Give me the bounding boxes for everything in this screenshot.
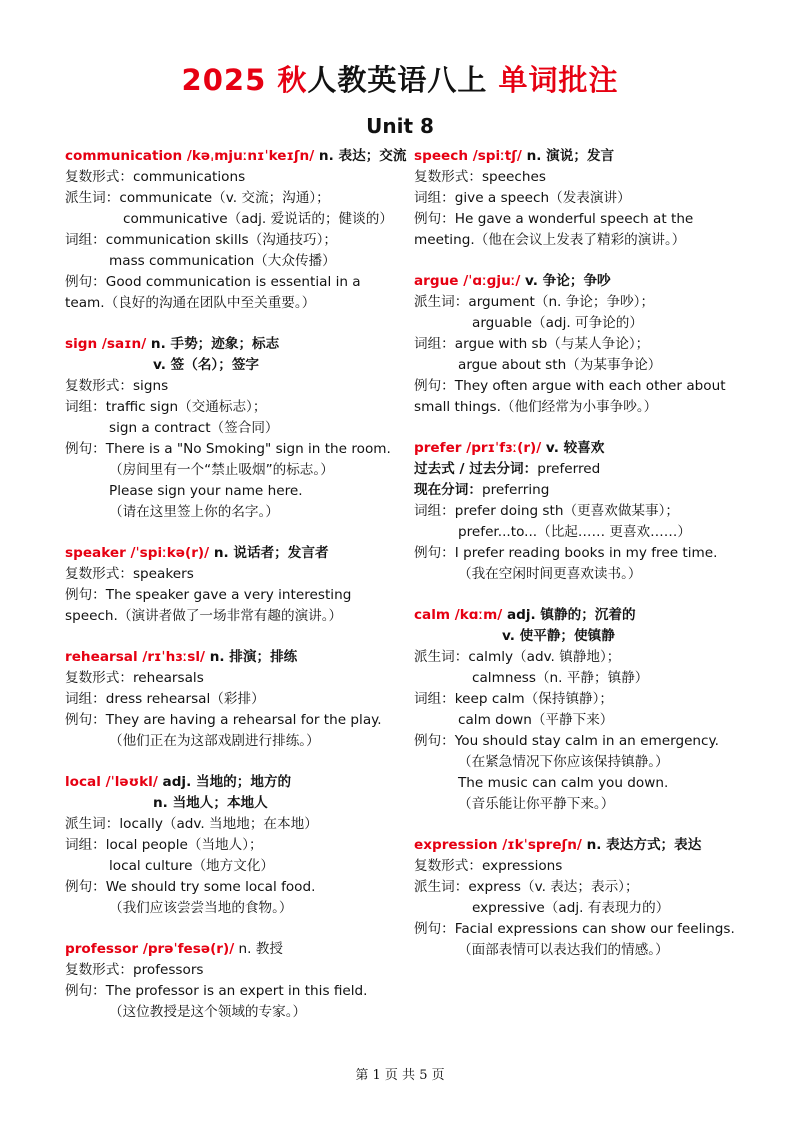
headword: expression /ɪkˈspreʃn/ bbox=[414, 837, 582, 853]
line-text: signs bbox=[132, 378, 169, 394]
entry-line bbox=[414, 230, 744, 251]
entry-line bbox=[65, 1002, 400, 1023]
headword: rehearsal /rɪˈhɜːsl/ bbox=[65, 649, 205, 665]
line-text: small things.（他们经常为小事争吵。） bbox=[414, 399, 658, 415]
entry-line bbox=[65, 251, 400, 272]
line-text: Facial expressions can show our feelings. bbox=[454, 921, 735, 937]
line-text: communicate（v. 交流；沟通）； bbox=[119, 190, 330, 206]
entry-line bbox=[414, 355, 744, 376]
line-text: calm down（平静下来） bbox=[458, 712, 614, 728]
entry-line bbox=[414, 313, 744, 334]
entry-headline bbox=[65, 647, 400, 668]
line-text: There is a "No Smoking" sign in the room. bbox=[105, 441, 391, 457]
vocab-entry-local bbox=[65, 772, 400, 919]
line-label: 派生词： bbox=[414, 649, 469, 665]
line-label: 派生词： bbox=[414, 294, 469, 310]
entry-line bbox=[65, 814, 400, 835]
entry-headline bbox=[414, 271, 744, 292]
line-text: They often argue with each other about bbox=[454, 378, 726, 394]
entry-line bbox=[414, 898, 744, 919]
line-label: 例句： bbox=[65, 983, 106, 999]
line-text: professors bbox=[132, 962, 204, 978]
line-text: We should try some local food. bbox=[105, 879, 316, 895]
entry-line bbox=[414, 501, 744, 522]
line-label: 复数形式： bbox=[65, 169, 133, 185]
part-of-speech: n. 表达；交流 bbox=[314, 148, 407, 164]
entry-line bbox=[414, 480, 744, 501]
entry-line bbox=[414, 334, 744, 355]
line-text: communicative（adj. 爱说话的；健谈的） bbox=[123, 211, 393, 227]
part-of-speech: n. 手势；迹象；标志 bbox=[146, 336, 280, 352]
line-text: （在紧急情况下你应该保持镇静。） bbox=[458, 754, 669, 770]
line-text: communication skills（沟通技巧）； bbox=[105, 232, 337, 248]
headword: sign /saɪn/ bbox=[65, 336, 147, 352]
line-label: 复数形式： bbox=[414, 858, 482, 874]
entry-line bbox=[65, 877, 400, 898]
entry-line bbox=[414, 188, 744, 209]
line-label: 例句： bbox=[414, 921, 455, 937]
line-text: keep calm（保持镇静）； bbox=[454, 691, 614, 707]
line-label: 例句： bbox=[414, 378, 455, 394]
line-text: speech.（演讲者做了一场非常有趣的演讲。） bbox=[65, 608, 343, 624]
entry-line bbox=[65, 376, 400, 397]
entry-line bbox=[65, 710, 400, 731]
entry-headline bbox=[65, 146, 407, 167]
line-text: Please sign your name here. bbox=[109, 483, 303, 499]
title-topic: 单词批注 bbox=[498, 63, 619, 97]
entry-line bbox=[414, 209, 744, 230]
entry-line bbox=[414, 877, 744, 898]
entry-line bbox=[65, 230, 400, 251]
entry-line bbox=[65, 460, 400, 481]
entry-line bbox=[414, 522, 744, 543]
line-label: 复数形式： bbox=[414, 169, 482, 185]
entry-line bbox=[65, 668, 400, 689]
entry-line bbox=[414, 167, 744, 188]
line-label: 词组： bbox=[65, 837, 106, 853]
entry-line bbox=[414, 752, 744, 773]
line-label: 词组： bbox=[414, 190, 455, 206]
line-text: They are having a rehearsal for the play. bbox=[105, 712, 382, 728]
line-label: 现在分词： bbox=[414, 482, 482, 498]
entry-line bbox=[65, 898, 400, 919]
line-text: The music can calm you down. bbox=[458, 775, 669, 791]
part-of-speech: v. 争论；争吵 bbox=[520, 273, 611, 289]
headword: prefer /prɪˈfɜː(r)/ bbox=[414, 440, 542, 456]
entry-line bbox=[65, 564, 400, 585]
entry-line bbox=[414, 626, 744, 647]
entry-headline bbox=[65, 772, 400, 793]
entry-headline bbox=[65, 543, 400, 564]
line-text: argue with sb（与某人争论）； bbox=[454, 336, 650, 352]
title-year: 2025 秋 bbox=[181, 63, 308, 97]
vocab-entry-speaker bbox=[65, 543, 400, 627]
part-of-speech: n. 演说；发言 bbox=[521, 148, 615, 164]
entry-line bbox=[414, 459, 744, 480]
headword: calm /kɑːm/ bbox=[414, 607, 503, 623]
line-text: n. 当地人；本地人 bbox=[153, 795, 268, 811]
line-text: rehearsals bbox=[132, 670, 204, 686]
line-label: 词组： bbox=[414, 691, 455, 707]
entry-line bbox=[65, 502, 400, 523]
line-text: dress rehearsal（彩排） bbox=[105, 691, 265, 707]
line-text: Good communication is essential in a bbox=[105, 274, 361, 290]
line-text: preferring bbox=[481, 482, 550, 498]
entry-line bbox=[65, 731, 400, 752]
headword: speaker /ˈspiːkə(r)/ bbox=[65, 545, 210, 561]
vocab-entry-argue bbox=[414, 271, 744, 418]
line-text: The speaker gave a very interesting bbox=[105, 587, 352, 603]
line-text: traffic sign（交通标志）； bbox=[105, 399, 267, 415]
headword: speech /spiːtʃ/ bbox=[414, 148, 522, 164]
entry-line bbox=[65, 167, 400, 188]
line-text: You should stay calm in an emergency. bbox=[454, 733, 719, 749]
line-text: calmness（n. 平静；镇静） bbox=[472, 670, 649, 686]
line-label: 例句： bbox=[65, 587, 106, 603]
title-subject: 人教英语八上 bbox=[307, 63, 499, 97]
line-text: （房间里有一个“禁止吸烟”的标志。） bbox=[109, 462, 334, 478]
entry-line bbox=[414, 292, 744, 313]
line-label: 过去式 / 过去分词： bbox=[414, 461, 538, 477]
entry-line bbox=[65, 355, 400, 376]
line-text: The professor is an expert in this field. bbox=[105, 983, 368, 999]
line-label: 例句： bbox=[414, 545, 455, 561]
entry-line bbox=[414, 794, 744, 815]
part-of-speech: n. 表达方式；表达 bbox=[581, 837, 702, 853]
entry-line bbox=[414, 543, 744, 564]
headword: local /ˈləʊkl/ bbox=[65, 774, 158, 790]
vocab-entry-calm bbox=[414, 605, 744, 815]
entry-headline bbox=[414, 146, 744, 167]
line-text: communications bbox=[132, 169, 246, 185]
entry-line bbox=[65, 960, 400, 981]
line-text: mass communication（大众传播） bbox=[109, 253, 336, 269]
entry-line bbox=[414, 919, 744, 940]
line-label: 例句： bbox=[414, 211, 455, 227]
line-text: expressive（adj. 有表现力的） bbox=[472, 900, 670, 916]
line-label: 复数形式： bbox=[65, 566, 133, 582]
line-text: speakers bbox=[132, 566, 194, 582]
line-text: speeches bbox=[481, 169, 546, 185]
entry-line bbox=[414, 647, 744, 668]
entry-line bbox=[414, 689, 744, 710]
entry-line bbox=[414, 710, 744, 731]
entry-line bbox=[414, 376, 744, 397]
line-text: expressions bbox=[481, 858, 563, 874]
line-label: 复数形式： bbox=[65, 670, 133, 686]
vocab-entry-sign bbox=[65, 334, 400, 523]
entry-line bbox=[65, 585, 400, 606]
line-label: 派生词： bbox=[414, 879, 469, 895]
line-label: 例句： bbox=[65, 441, 106, 457]
line-label: 例句： bbox=[414, 733, 455, 749]
line-text: calmly（adv. 镇静地）； bbox=[468, 649, 621, 665]
headword: argue /ˈɑːɡjuː/ bbox=[414, 273, 521, 289]
line-text: argue about sth（为某事争论） bbox=[458, 357, 662, 373]
entry-headline bbox=[414, 438, 744, 459]
entry-line bbox=[65, 835, 400, 856]
page-footer: 第 1 页 共 5 页 bbox=[355, 1068, 445, 1083]
entry-line bbox=[65, 481, 400, 502]
line-label: 例句： bbox=[65, 879, 106, 895]
line-text: He gave a wonderful speech at the bbox=[454, 211, 694, 227]
entry-line bbox=[65, 981, 400, 1002]
part-of-speech: adj. 镇静的；沉着的 bbox=[502, 607, 636, 623]
part-of-speech: n. 排演；排练 bbox=[204, 649, 298, 665]
line-label: 词组： bbox=[65, 691, 106, 707]
entry-line bbox=[65, 418, 400, 439]
line-text: arguable（adj. 可争论的） bbox=[472, 315, 643, 331]
vocab-entry-rehearsal bbox=[65, 647, 400, 752]
line-label: 复数形式： bbox=[65, 962, 133, 978]
line-text: local culture（地方文化） bbox=[109, 858, 275, 874]
line-text: v. 签（名）；签字 bbox=[153, 357, 260, 373]
line-text: v. 使平静；使镇静 bbox=[502, 628, 615, 644]
headword: professor /prəˈfesə(r)/ bbox=[65, 941, 235, 957]
vocab-entry-expression bbox=[414, 835, 744, 961]
line-text: local people（当地人）； bbox=[105, 837, 263, 853]
part-of-speech: adj. 当地的；地方的 bbox=[157, 774, 292, 790]
line-label: 词组： bbox=[414, 503, 455, 519]
line-text: express（v. 表达；表示）； bbox=[468, 879, 639, 895]
entry-line bbox=[65, 293, 400, 314]
page-title bbox=[0, 58, 800, 99]
entry-line bbox=[65, 272, 400, 293]
line-text: （他们正在为这部戏剧进行排练。） bbox=[109, 733, 320, 749]
headword: communication /kəˌmjuːnɪˈkeɪʃn/ bbox=[65, 148, 315, 164]
entry-line bbox=[414, 668, 744, 689]
line-text: （面部表情可以表达我们的情感。） bbox=[458, 942, 669, 958]
entry-line bbox=[414, 773, 744, 794]
part-of-speech: v. 较喜欢 bbox=[541, 440, 605, 456]
entry-line bbox=[414, 397, 744, 418]
line-label: 复数形式： bbox=[65, 378, 133, 394]
left-column bbox=[65, 146, 407, 1043]
vocab-entry-prefer bbox=[414, 438, 744, 585]
entry-line bbox=[414, 856, 744, 877]
line-text: （请在这里签上你的名字。） bbox=[109, 504, 279, 520]
right-column bbox=[414, 146, 744, 981]
line-label: 词组： bbox=[414, 336, 455, 352]
entry-headline bbox=[414, 835, 744, 856]
entry-line bbox=[414, 940, 744, 961]
line-text: preferred bbox=[537, 461, 601, 477]
line-label: 词组： bbox=[65, 232, 106, 248]
entry-headline bbox=[65, 939, 400, 960]
line-text: （我们应该尝尝当地的食物。） bbox=[109, 900, 293, 916]
entry-line bbox=[65, 606, 400, 627]
entry-line bbox=[65, 689, 400, 710]
line-text: locally（adv. 当地地；在本地） bbox=[119, 816, 318, 832]
entry-line bbox=[65, 188, 400, 209]
entry-headline bbox=[414, 605, 744, 626]
line-text: sign a contract（签合同） bbox=[109, 420, 279, 436]
unit-heading: Unit 8 bbox=[366, 114, 434, 138]
line-text: team.（良好的沟通在团队中至关重要。） bbox=[65, 295, 316, 311]
entry-headline bbox=[65, 334, 400, 355]
entry-line bbox=[65, 209, 400, 230]
line-label: 例句： bbox=[65, 712, 106, 728]
line-text: argument（n. 争论；争吵）； bbox=[468, 294, 655, 310]
line-text: prefer...to...（比起…… 更喜欢……） bbox=[458, 524, 691, 540]
line-text: prefer doing sth（更喜欢做某事）； bbox=[454, 503, 679, 519]
line-text: I prefer reading books in my free time. bbox=[454, 545, 718, 561]
vocab-entry-speech bbox=[414, 146, 744, 251]
part-of-speech: n. 说话者；发言者 bbox=[209, 545, 329, 561]
line-text: （音乐能让你平静下来。） bbox=[458, 796, 615, 812]
vocab-entry-communication bbox=[65, 146, 407, 314]
line-label: 词组： bbox=[65, 399, 106, 415]
entry-line bbox=[65, 856, 400, 877]
line-text: （我在空闲时间更喜欢读书。） bbox=[458, 566, 642, 582]
vocab-entry-professor bbox=[65, 939, 400, 1023]
line-label: 派生词： bbox=[65, 816, 120, 832]
entry-line bbox=[65, 397, 400, 418]
line-text: （这位教授是这个领域的专家。） bbox=[109, 1004, 307, 1020]
line-text: meeting.（他在会议上发表了精彩的演讲。） bbox=[414, 232, 686, 248]
entry-line bbox=[414, 731, 744, 752]
line-text: give a speech（发表演讲） bbox=[454, 190, 631, 206]
entry-line bbox=[414, 564, 744, 585]
line-label: 例句： bbox=[65, 274, 106, 290]
entry-line bbox=[65, 439, 400, 460]
line-label: 派生词： bbox=[65, 190, 120, 206]
entry-line bbox=[65, 793, 400, 814]
part-of-speech: n. 教授 bbox=[234, 941, 283, 957]
